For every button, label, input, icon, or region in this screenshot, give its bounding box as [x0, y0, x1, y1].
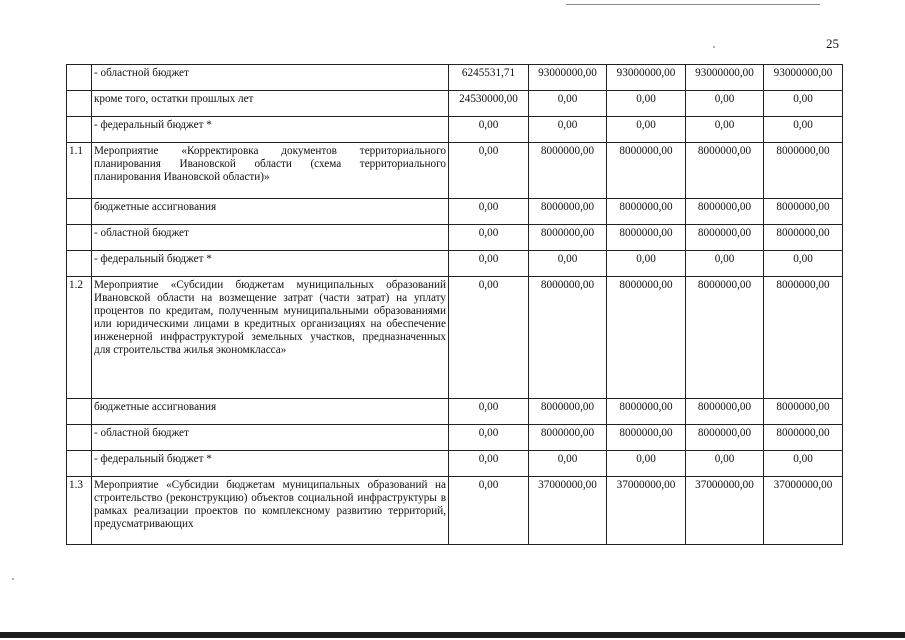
- value-cell: 0,00: [607, 451, 686, 477]
- value-cell: 8000000,00: [764, 143, 843, 199]
- value-cell: 0,00: [686, 117, 764, 143]
- value-cell: 8000000,00: [764, 399, 843, 425]
- value-cell: 8000000,00: [607, 199, 686, 225]
- value-cell: 8000000,00: [607, 143, 686, 199]
- value-cell: 0,00: [449, 477, 529, 545]
- table-row: [67, 477, 843, 545]
- table-row: [67, 277, 843, 399]
- table-row: [67, 451, 843, 477]
- value-cell: 8000000,00: [607, 225, 686, 251]
- value-cell: 0,00: [607, 91, 686, 117]
- row-number: [67, 65, 92, 91]
- row-number: 1.2: [67, 277, 92, 399]
- row-label: бюджетные ассигнования: [92, 399, 449, 425]
- value-cell: 8000000,00: [529, 199, 607, 225]
- value-cell: 37000000,00: [686, 477, 764, 545]
- value-cell: 0,00: [449, 117, 529, 143]
- row-number: [67, 425, 92, 451]
- value-cell: 8000000,00: [607, 277, 686, 399]
- row-label: бюджетные ассигнования: [92, 199, 449, 225]
- value-cell: 0,00: [686, 451, 764, 477]
- value-cell: 6245531,71: [449, 65, 529, 91]
- value-cell: 93000000,00: [607, 65, 686, 91]
- value-cell: 0,00: [529, 451, 607, 477]
- value-cell: 93000000,00: [764, 65, 843, 91]
- value-cell: 8000000,00: [686, 277, 764, 399]
- row-label: - областной бюджет: [92, 425, 449, 451]
- value-cell: 8000000,00: [529, 425, 607, 451]
- value-cell: 0,00: [764, 251, 843, 277]
- value-cell: 8000000,00: [764, 199, 843, 225]
- value-cell: 8000000,00: [686, 143, 764, 199]
- row-label: - федеральный бюджет *: [92, 251, 449, 277]
- page-number: 25: [826, 36, 839, 51]
- value-cell: 8000000,00: [764, 225, 843, 251]
- value-cell: 0,00: [449, 451, 529, 477]
- row-label: Мероприятие «Корректировка документов территориального планирования Ивановской области (схема территориального планирования Ивановской области)»: [92, 143, 449, 199]
- value-cell: 0,00: [764, 117, 843, 143]
- value-cell: 0,00: [529, 117, 607, 143]
- value-cell: 8000000,00: [686, 199, 764, 225]
- value-cell: 0,00: [449, 225, 529, 251]
- value-cell: 0,00: [449, 143, 529, 199]
- row-number: [67, 117, 92, 143]
- table-row: [67, 199, 843, 225]
- row-number: 1.3: [67, 477, 92, 545]
- table-row: [67, 65, 843, 91]
- value-cell: 0,00: [449, 199, 529, 225]
- row-number: [67, 399, 92, 425]
- value-cell: 0,00: [764, 451, 843, 477]
- value-cell: 0,00: [449, 399, 529, 425]
- row-label: кроме того, остатки прошлых лет: [92, 91, 449, 117]
- value-cell: 8000000,00: [686, 425, 764, 451]
- row-label: - областной бюджет: [92, 65, 449, 91]
- value-cell: 93000000,00: [686, 65, 764, 91]
- table-row: [67, 251, 843, 277]
- value-cell: 0,00: [764, 91, 843, 117]
- value-cell: 8000000,00: [529, 225, 607, 251]
- value-cell: 8000000,00: [607, 399, 686, 425]
- row-label: Мероприятие «Субсидии бюджетам муниципальных образований Ивановской области на возмещение затрат (части затрат) на уплату процентов по кредитам, полученным муниципальными образованиями или юридическими лицами в кредитных организациях на обеспечение инженерной инфраструктурой земельных участков, предназначенных для строительства жилья экономкласса»: [92, 277, 449, 399]
- row-number: [67, 91, 92, 117]
- value-cell: 8000000,00: [529, 399, 607, 425]
- value-cell: 0,00: [449, 251, 529, 277]
- value-cell: 0,00: [449, 277, 529, 399]
- row-label: Мероприятие «Субсидии бюджетам муниципальных образований на строительство (реконструкцию) объектов социальной инфраструктуры в рамках реализации проектов по комплексному развитию территорий, предусматривающих: [92, 477, 449, 545]
- table-row: [67, 225, 843, 251]
- value-cell: 0,00: [607, 117, 686, 143]
- value-cell: 8000000,00: [529, 143, 607, 199]
- budget-table-body: [67, 65, 843, 545]
- value-cell: 0,00: [449, 425, 529, 451]
- table-row: [67, 399, 843, 425]
- value-cell: 37000000,00: [764, 477, 843, 545]
- value-cell: 0,00: [529, 91, 607, 117]
- value-cell: 8000000,00: [764, 425, 843, 451]
- value-cell: 8000000,00: [607, 425, 686, 451]
- table-row: [67, 143, 843, 199]
- row-number: [67, 199, 92, 225]
- scan-speck: [12, 578, 14, 580]
- value-cell: 37000000,00: [529, 477, 607, 545]
- row-label: - федеральный бюджет *: [92, 117, 449, 143]
- value-cell: 24530000,00: [449, 91, 529, 117]
- scan-speck: [713, 46, 715, 48]
- table-row: [67, 425, 843, 451]
- row-label: - федеральный бюджет *: [92, 451, 449, 477]
- value-cell: 8000000,00: [686, 225, 764, 251]
- value-cell: 37000000,00: [607, 477, 686, 545]
- value-cell: 93000000,00: [529, 65, 607, 91]
- value-cell: 0,00: [686, 91, 764, 117]
- value-cell: 0,00: [529, 251, 607, 277]
- row-number: [67, 451, 92, 477]
- row-number: [67, 225, 92, 251]
- row-number: [67, 251, 92, 277]
- value-cell: 8000000,00: [764, 277, 843, 399]
- scan-edge-bar: [0, 632, 905, 638]
- value-cell: 0,00: [686, 251, 764, 277]
- value-cell: 8000000,00: [529, 277, 607, 399]
- value-cell: 8000000,00: [686, 399, 764, 425]
- value-cell: 0,00: [607, 251, 686, 277]
- row-label: - областной бюджет: [92, 225, 449, 251]
- budget-table: [66, 64, 843, 545]
- table-row: [67, 117, 843, 143]
- table-row: [67, 91, 843, 117]
- header-rule: [566, 4, 820, 5]
- row-number: 1.1: [67, 143, 92, 199]
